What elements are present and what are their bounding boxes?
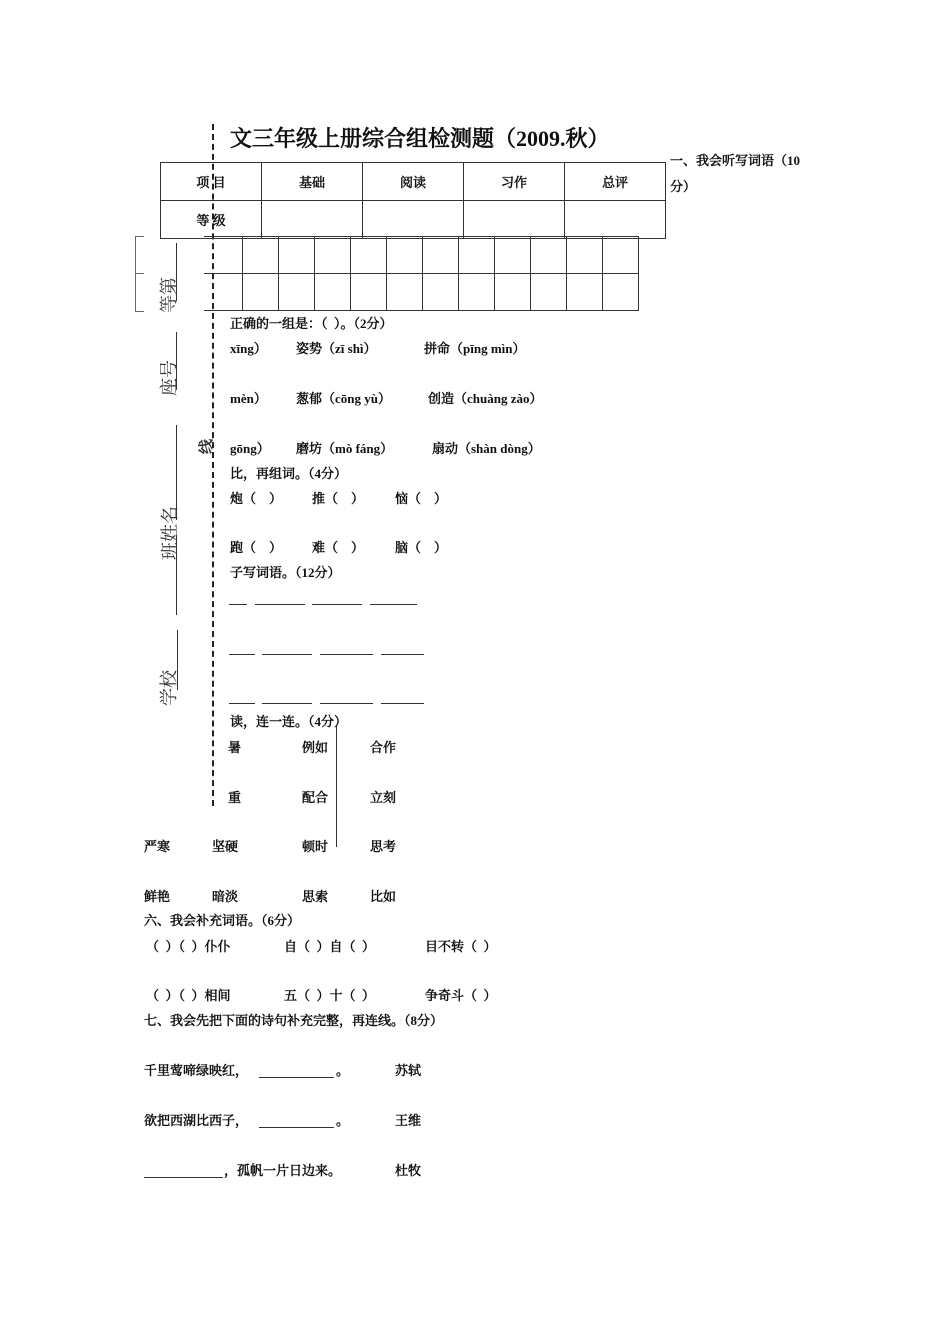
row-label: 等 级 xyxy=(161,201,262,239)
answer-line[interactable] xyxy=(381,703,424,704)
q7-heading: 七、我会先把下面的诗句补充完整，再连线。（8分） xyxy=(144,1013,444,1028)
idiom-blank[interactable]: （ ）（ ）相间 xyxy=(146,988,231,1003)
pinyin-option: 磨坊（mò fáng） xyxy=(296,441,394,456)
name-field[interactable] xyxy=(176,425,177,520)
grade-field[interactable] xyxy=(176,243,177,301)
poem-line: ，孤帆一片日边来。 xyxy=(224,1163,342,1178)
answer-line[interactable] xyxy=(255,604,305,605)
grid-line xyxy=(204,236,242,237)
side-bracket xyxy=(135,236,144,312)
q1-heading-cont: 分） xyxy=(670,179,697,194)
poem-line: 。 xyxy=(336,1113,350,1128)
pinyin-option: xīng） xyxy=(230,341,267,356)
answer-line[interactable] xyxy=(229,654,255,655)
pinyin-option: 创造（chuàng zào） xyxy=(428,391,543,406)
poem-blank[interactable] xyxy=(259,1077,334,1078)
table-row xyxy=(161,201,666,239)
idiom-blank[interactable]: 目不转（ ） xyxy=(425,939,497,954)
idiom-blank[interactable]: 自（ ）自（ ） xyxy=(284,939,376,954)
answer-line[interactable] xyxy=(320,654,373,655)
school-field[interactable] xyxy=(177,630,178,690)
poet-name[interactable]: 杜牧 xyxy=(395,1163,422,1178)
poem-blank[interactable] xyxy=(144,1177,223,1178)
answer-line[interactable] xyxy=(262,703,312,704)
poem-blank[interactable] xyxy=(259,1127,334,1128)
poem-line: 欲把西湖比西子， xyxy=(144,1113,249,1128)
dictation-grid[interactable] xyxy=(242,236,639,311)
word-blank[interactable]: 难（ ） xyxy=(312,540,365,555)
school-label: 学校 xyxy=(159,670,179,706)
poet-name[interactable]: 苏轼 xyxy=(395,1063,422,1078)
poem-line: 。 xyxy=(336,1063,350,1078)
poet-name[interactable]: 王维 xyxy=(395,1113,422,1128)
match-word[interactable]: 合作 xyxy=(370,740,397,755)
grade-cell[interactable] xyxy=(363,201,464,239)
page-title: 文三年级上册综合组检测题（2009.秋） xyxy=(230,126,610,151)
table-header: 阅读 xyxy=(363,163,464,201)
word-blank[interactable]: 恼（ ） xyxy=(395,491,448,506)
word-blank[interactable]: 炮（ ） xyxy=(230,491,283,506)
divider-line xyxy=(336,726,337,847)
table-row xyxy=(161,163,666,201)
q3-heading: 比，再组词。（4分） xyxy=(230,466,348,481)
pinyin-option: 扇动（shàn dòng） xyxy=(432,441,541,456)
q1-heading: 一、我会听写词语（10 xyxy=(670,153,801,168)
answer-line[interactable] xyxy=(229,604,247,605)
answer-line[interactable] xyxy=(262,654,312,655)
q2-heading: 正确的一组是：（ ）。（2分） xyxy=(230,316,393,331)
pinyin-option: 姿势（zī shì） xyxy=(296,341,377,356)
grid-line xyxy=(204,273,242,274)
match-word[interactable]: 严寒 xyxy=(144,839,171,854)
pinyin-option: gōng） xyxy=(230,441,270,456)
table-header: 项 目 xyxy=(161,163,262,201)
pinyin-option: mèn） xyxy=(230,391,267,406)
answer-line[interactable] xyxy=(229,703,255,704)
idiom-blank[interactable]: 争奇斗（ ） xyxy=(425,988,497,1003)
word-blank[interactable]: 跑（ ） xyxy=(230,540,283,555)
idiom-blank[interactable]: （ ）（ ）仆仆 xyxy=(146,939,231,954)
match-word[interactable]: 暑 xyxy=(228,740,242,755)
match-word[interactable]: 立刻 xyxy=(370,790,397,805)
table-header: 总评 xyxy=(565,163,666,201)
match-word[interactable]: 思索 xyxy=(302,889,329,904)
word-blank[interactable]: 脑（ ） xyxy=(395,540,448,555)
grade-table xyxy=(160,162,666,239)
table-header: 习作 xyxy=(464,163,565,201)
cut-line-label: 线 xyxy=(199,438,216,455)
q5-heading: 读，连一连。（4分） xyxy=(230,714,348,729)
class-field[interactable] xyxy=(176,535,177,615)
match-word[interactable]: 重 xyxy=(228,790,242,805)
seat-label: 座号 xyxy=(159,360,179,396)
grade-cell[interactable] xyxy=(565,201,666,239)
match-word[interactable]: 顿时 xyxy=(302,839,329,854)
q4-heading: 子写词语。（12分） xyxy=(230,565,341,580)
seat-field[interactable] xyxy=(176,332,177,390)
answer-line[interactable] xyxy=(312,604,362,605)
word-blank[interactable]: 推（ ） xyxy=(312,491,365,506)
q6-heading: 六、我会补充词语。（6分） xyxy=(144,913,301,928)
grade-cell[interactable] xyxy=(262,201,363,239)
grid-line xyxy=(204,310,242,311)
table-header: 基础 xyxy=(262,163,363,201)
match-word[interactable]: 比如 xyxy=(370,889,397,904)
poem-line: 千里莺啼绿映红， xyxy=(144,1063,249,1078)
pinyin-option: 葱郁（cōng yù） xyxy=(296,391,391,406)
name-label: 班姓名 xyxy=(160,506,180,560)
match-word[interactable]: 配合 xyxy=(302,790,329,805)
answer-line[interactable] xyxy=(320,703,373,704)
answer-line[interactable] xyxy=(381,654,424,655)
pinyin-option: 拼命（pīng mìn） xyxy=(424,341,526,356)
answer-line[interactable] xyxy=(370,604,417,605)
match-word[interactable]: 坚硬 xyxy=(212,839,239,854)
match-word[interactable]: 暗淡 xyxy=(212,889,239,904)
grade-label: 等第 xyxy=(159,277,179,313)
match-word[interactable]: 思考 xyxy=(370,839,397,854)
match-word[interactable]: 例如 xyxy=(302,740,329,755)
match-word[interactable]: 鲜艳 xyxy=(144,889,171,904)
idiom-blank[interactable]: 五（ ）十（ ） xyxy=(284,988,376,1003)
grade-cell[interactable] xyxy=(464,201,565,239)
